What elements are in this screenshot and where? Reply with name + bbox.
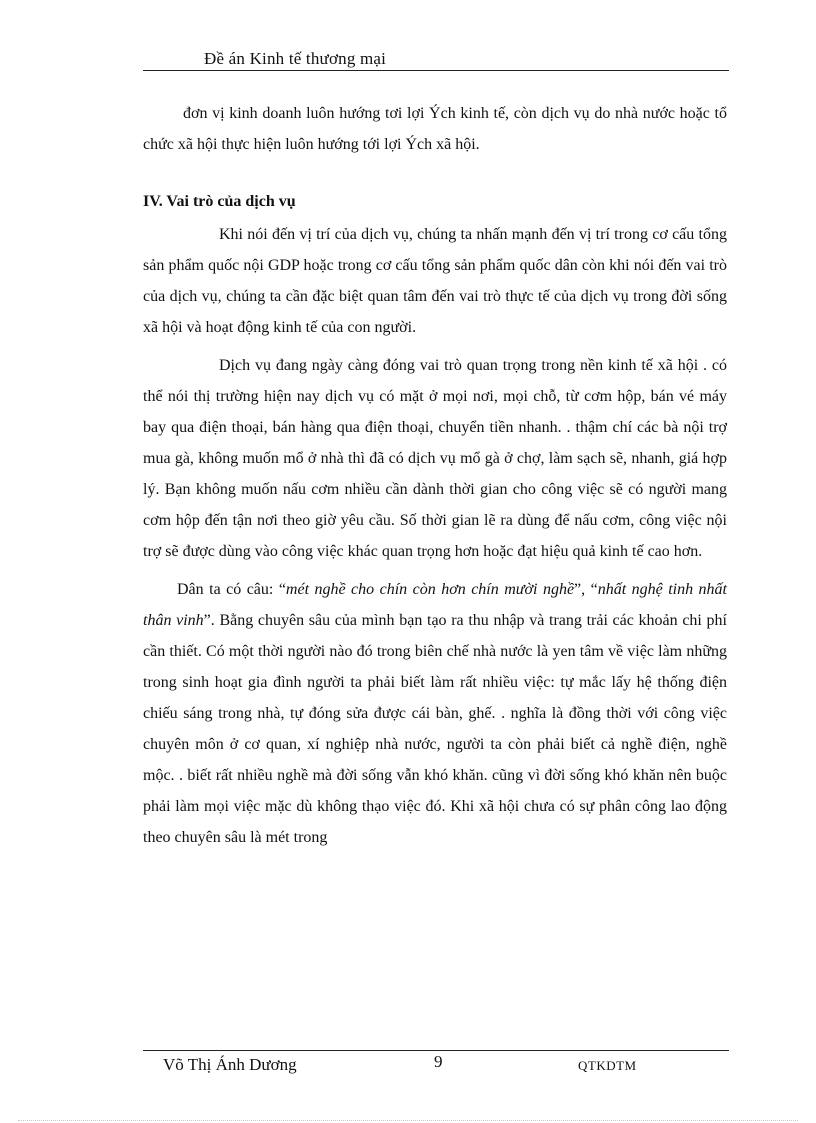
paragraph-growing-role: Dịch vụ đang ngày càng đóng vai trò quan trọng trong nền kinh tế xã hội . có thể nói thị trường hiện nay dịch vụ có mặt ở mọi nơi, mọi chỗ, từ cơm hộp, bán vé máy bay qua điện thoại, bán hàng qua điện thoại, chuyển tiền nhanh. . thậm chí các bà nội trợ mua gà, không muốn mổ ở nhà thì đã có dịch vụ mổ gà ở chợ, làm sạch sẽ, nhanh, giá hợp lý. Bạn không muốn nấu cơm nhiều cần dành thời gian cho công việc sẽ có người mang cơm hộp đến tận nơi theo giờ yêu cầu. Số thời gian lẽ ra dùng để nấu cơm, công việc nội trợ sẽ được dùng vào công việc khác quan trọng hơn hoặc đạt hiệu quả kinh tế cao hơn.	[143, 357, 727, 560]
proverb-separator: ”, “	[574, 581, 598, 598]
footer-author: Võ Thị Ánh Dương	[163, 1055, 297, 1074]
proverb-rest: ”. Bằng chuyên sâu của mình bạn tạo ra thu nhập và trang trải các khoản chi phí cần thiết. Có một thời người nào đó trong biên chế nhà nước là yen tâm về việc làm những trong sinh hoạt gia đình người ta phải biết làm rất nhiều việc: tự mắc lấy hệ thống điện chiếu sáng trong nhà, tự đóng sửa được cái bàn, ghế. . nghĩa là đồng thời với công việc chuyên môn ở cơ quan, xí nghiệp nhà nước, người ta còn phải biết cả nghề điện, nghề mộc. . biết rất nhiều nghề mà đời sống vẫn khó khăn. cũng vì đời sống khó khăn nên buộc phải làm mọi việc mặc dù không thạo việc đó. Khi xã hội chưa có sự phân công lao động theo chuyên sâu là mét trong	[143, 612, 727, 846]
paragraph-proverb	[143, 574, 727, 853]
paragraph-continuation: đơn vị kinh doanh luôn hướng tơi lợi Ých kinh tế, còn dịch vụ do nhà nước hoặc tổ chức xã hội thực hiện luôn hướng tới lợi Ých xã hội.	[143, 105, 727, 153]
running-header-title: Đề án Kinh tế thương mại	[204, 49, 387, 68]
paragraph-position-of-services: Khi nói đến vị trí của dịch vụ, chúng ta nhấn mạnh đến vị trí trong cơ cấu tổng sản phẩm quốc nội GDP hoặc trong cơ cấu tổng sản phẩm quốc dân còn khi nói đến vai trò của dịch vụ, chúng ta cần đặc biệt quan tâm đến vai trò thực tế của dịch vụ trong đời sống xã hội và hoạt động kinh tế của con người.	[143, 226, 727, 336]
proverb-quote-1: mét nghề cho chín còn hơn chín mười nghề	[285, 581, 575, 598]
body-text	[143, 98, 727, 853]
proverb-quote-2: nhất nghệ tinh nhất thân vinh	[143, 581, 727, 629]
page-bottom-border	[18, 1120, 798, 1121]
footer-divider	[143, 1050, 729, 1051]
header-divider	[143, 70, 729, 71]
proverb-lead: Dân ta có câu: “	[177, 581, 286, 598]
section-heading: IV. Vai trò của dịch vụ	[143, 193, 296, 210]
footer-code: QTKDTM	[578, 1058, 637, 1073]
page-number: 9	[434, 1052, 443, 1071]
